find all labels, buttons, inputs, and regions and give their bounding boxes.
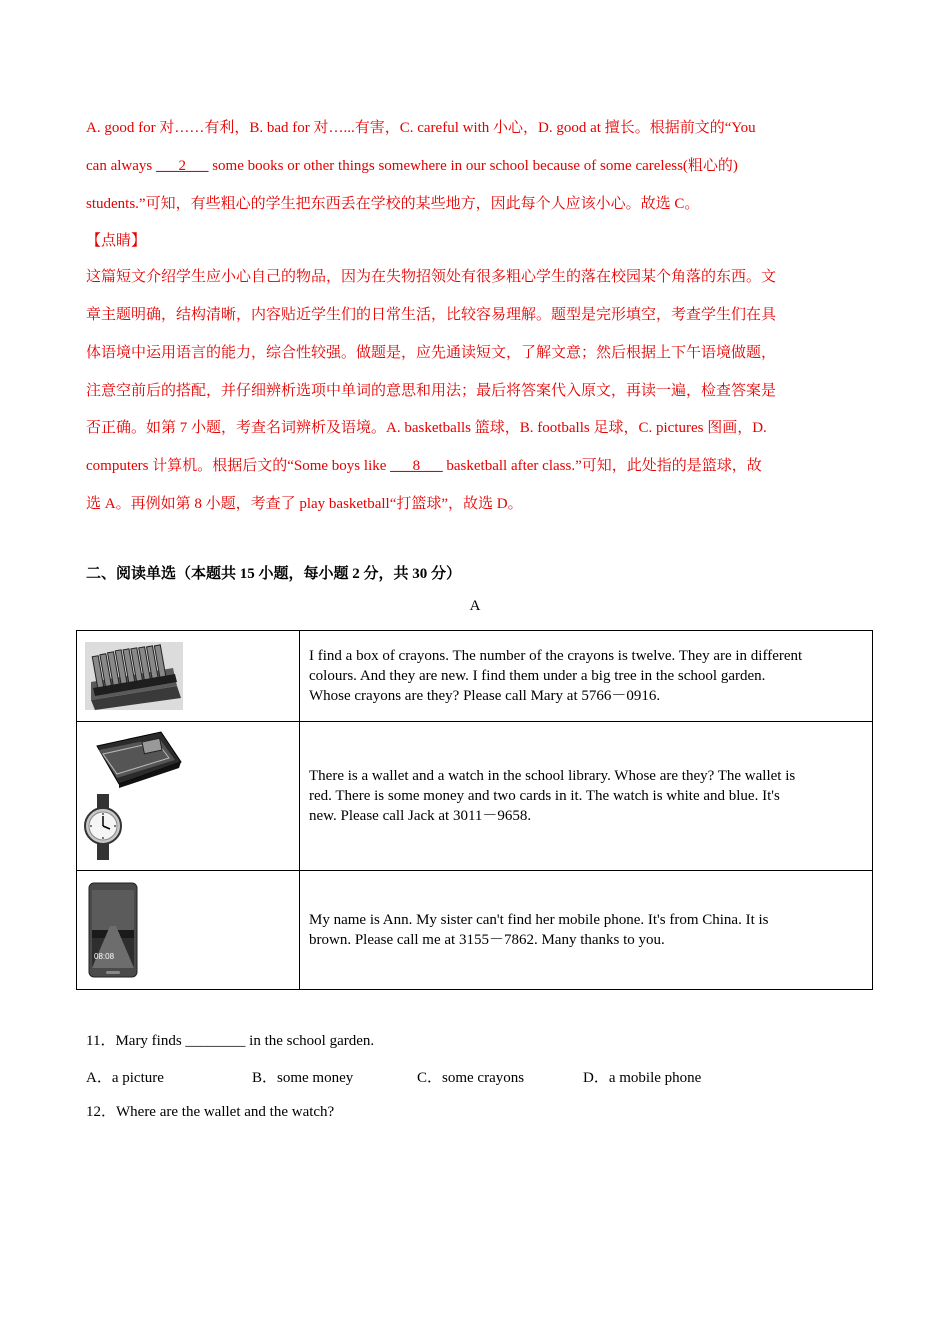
- comment-line-1: 这篇短文介绍学生应小心自己的物品，因为在失物招领处有很多粗心学生的落在校园某个角落的东西。文: [86, 269, 777, 285]
- phone-clock: 08:08: [94, 952, 115, 961]
- ad-text-line: colours. And they are new. I find them under a big tree in the school garden.: [309, 668, 766, 684]
- section-title: 二、阅读单选（本题共 15 小题，每小题 2 分，共 30 分）: [86, 566, 462, 582]
- blank-8: ___8___: [390, 458, 443, 474]
- question-11-option-a[interactable]: A．a picture: [86, 1070, 164, 1086]
- ad-row-phone: [77, 871, 873, 990]
- ad-text-line: brown. Please call me at 3155－7862. Many thanks to you.: [309, 932, 665, 948]
- mobile-phone-image: [88, 882, 138, 978]
- comment-line-3: 体语境中运用语言的能力，综合性较强。做题是，应先通读短文，了解文意；然后根据上下午语境做题，: [86, 345, 777, 361]
- comment-line-5: 否正确。如第 7 小题，考查名词辨析及语境。A. basketballs 篮球，B. footballs 足球，C. pictures 图画，D.: [86, 420, 767, 436]
- analysis-line-3: students.”可知，有些粗心的学生把东西丢在学校的某些地方，因此每个人应该小心。故选 C。: [86, 196, 700, 212]
- analysis-line-2: can always ___2___ some books or other things somewhere in our school because of some careless(粗心的): [86, 158, 738, 174]
- analysis-line-1: A. good for 对……有利，B. bad for 对…...有害，C. careful with 小心，D. good at 擅长。根据前文的“You: [86, 120, 756, 136]
- ad-text-line: new. Please call Jack at 3011－9658.: [309, 808, 532, 824]
- ad-text-line: red. There is some money and two cards in it. The watch is white and blue. It's: [309, 788, 780, 804]
- passage-label: A: [469, 598, 481, 614]
- ad-text-line: My name is Ann. My sister can't find her mobile phone. It's from China. It is: [309, 912, 769, 928]
- question-11-option-d[interactable]: D．a mobile phone: [583, 1070, 702, 1086]
- ad-row-wallet: [77, 722, 873, 871]
- comment-line-4: 注意空前后的搭配，并仔细辨析选项中单词的意思和用法；最后将答案代入原文，再读一遍，检查答案是: [86, 383, 777, 399]
- blank-2: ___2___: [155, 158, 209, 174]
- question-11-option-b[interactable]: B．some money: [252, 1070, 354, 1086]
- ad-row-crayons: [77, 631, 873, 722]
- question-11-stem: 11．Mary finds ________ in the school garden.: [86, 1033, 375, 1049]
- comment-line-6: computers 计算机。根据后文的“Some boys like ___8___ basketball after class.”可知，此处指的是篮球，故: [86, 458, 762, 474]
- dianjing-heading: 【点睛】: [86, 233, 147, 249]
- comment-line-2: 章主题明确，结构清晰，内容贴近学生们的日常生活，比较容易理解。题型是完形填空，考查学生们在具: [86, 307, 777, 323]
- wallet-and-watch-image: [83, 728, 193, 864]
- ad-text-line: Whose crayons are they? Please call Mary at 5766－0916.: [309, 688, 661, 704]
- question-12-stem: 12．Where are the wallet and the watch?: [86, 1104, 335, 1120]
- crayons-box-image: [85, 642, 183, 710]
- question-11-option-c[interactable]: C．some crayons: [417, 1070, 525, 1086]
- lost-found-table: [76, 630, 873, 990]
- comment-line-7: 选 A。再例如第 8 小题，考查了 play basketball“打篮球”，故选 D。: [86, 496, 523, 512]
- ad-text-line: There is a wallet and a watch in the school library. Whose are they? The wallet is: [309, 768, 796, 784]
- ad-text-line: I find a box of crayons. The number of the crayons is twelve. They are in different: [309, 648, 803, 664]
